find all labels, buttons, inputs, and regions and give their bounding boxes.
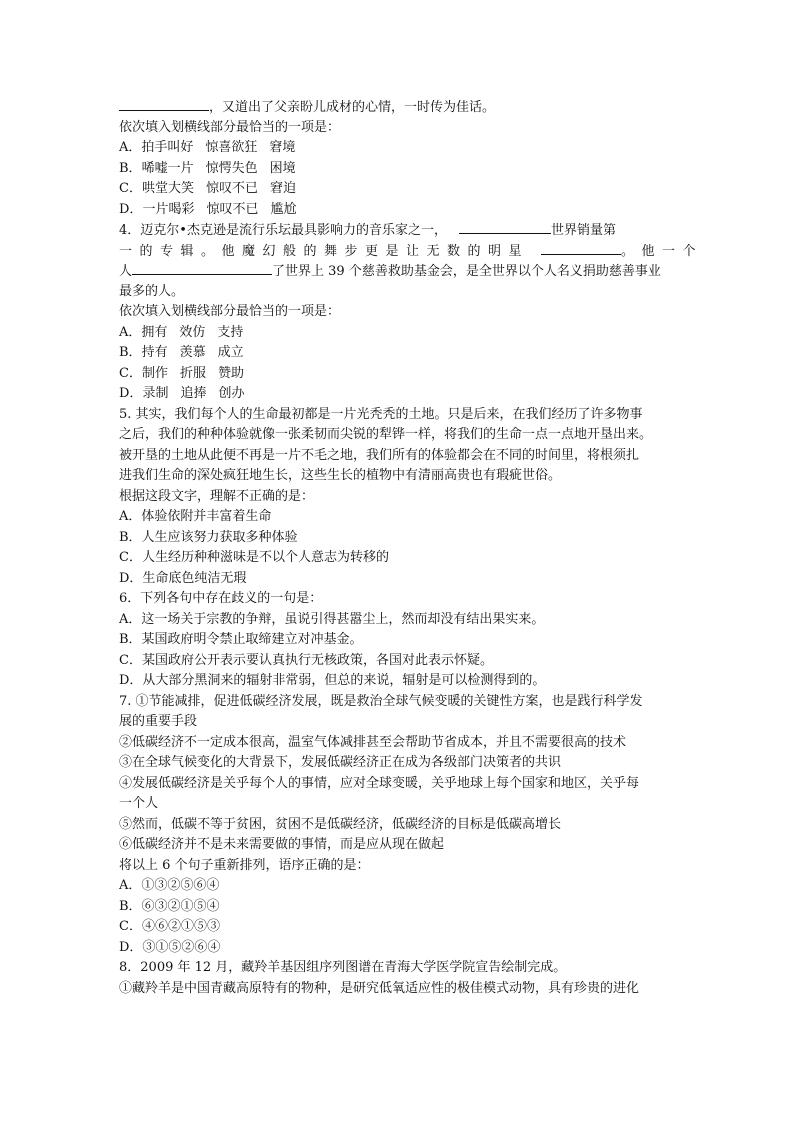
exam-text xyxy=(119,97,704,999)
fill-blank xyxy=(119,97,209,111)
q4-option-d: D．录制 追捧 创办 xyxy=(119,386,245,401)
q7-sentence-line: ⑤然而，低碳不等于贫困，贫困不是低碳经济，低碳经济的目标是低碳高增长 xyxy=(119,816,562,832)
q5-passage-line: 进我们生命的深处疯狂地生长，这些生长的植物中有清丽高贵也有瑕疵世俗。 xyxy=(119,468,562,483)
q7-sentence-line: 7. ①节能减排，促进低碳经济发展，既是救治全球气候变暖的关键性方案，也是践行科学发 xyxy=(119,693,643,709)
q7-sentence-line: ②低碳经济不一定成本很高，温室气体减排甚至会帮助节省成本，并且不需要很高的技术 xyxy=(119,734,627,750)
q6-stem: 6．下列各句中存在歧义的一句是： xyxy=(119,591,323,606)
q8-stem: 8．2009 年 12 月，藏羚羊基因组序列图谱在青海大学医学院宣告绘制完成。 xyxy=(119,960,567,975)
q4-stem-line1: 4．迈克尔•杰克逊是流行乐坛最具影响力的音乐家之一， 世界销量第 xyxy=(119,220,684,241)
q7-sentence-line: ⑥低碳经济并不是未来需要做的事情，而是应从现在做起 xyxy=(119,837,445,852)
q5-passage-line: 5. 其实，我们每个人的生命最初都是一片光秃秃的土地。只是后来，在我们经历了许多物事 xyxy=(119,406,643,422)
q6-option-d: D．从大部分黑洞来的辐射非常弱，但总的来说，辐射是可以检测得到的。 xyxy=(119,673,546,688)
q3-option-b: B．唏嘘一片 惊愕失色 困境 xyxy=(119,160,296,176)
q4-option-c: C．制作 折服 赞助 xyxy=(119,365,244,381)
q7-sentence-line: 一个人 xyxy=(119,796,159,811)
fill-blank xyxy=(541,241,621,255)
q7-option-c: C．④⑥②①⑤③ xyxy=(119,919,220,934)
q7-option-b: B．⑥③②①⑤④ xyxy=(119,898,220,914)
q4-stem-line2: 一的专辑。他魔幻般的舞步更是让无数的明星 。他一个 xyxy=(119,241,684,262)
fill-blank xyxy=(132,261,272,275)
q5-passage-line: 被开垦的土地从此便不再是一片不毛之地，我们所有的体验都会在不同的时间里，将根须扎 xyxy=(119,447,640,463)
q6-option-a: A．这一场关于宗教的争辩，虽说引得甚嚣尘上，然而却没有结出果实来。 xyxy=(119,611,545,627)
q7-option-d: D．③①⑤②⑥④ xyxy=(119,939,221,955)
q4-stem-line3: 人 了世界上 39 个慈善救助基金会，是全世界以个人名义捐助慈善事业 xyxy=(119,261,684,282)
q3-option-d: D．一片喝彩 惊叹不已 尴尬 xyxy=(119,201,297,217)
q3-instruction: 依次填入划横线部分最恰当的一项是： xyxy=(119,119,341,135)
q5-option-a: A．体验依附并丰富着生命 xyxy=(119,509,272,524)
fill-blank xyxy=(459,220,551,234)
q4-option-b: B．持有 羡慕 成立 xyxy=(119,345,244,360)
q4-stem-line4: 最多的人。 xyxy=(119,283,185,299)
q6-option-c: C．某国政府公开表示要认真执行无核政策，各国对此表示怀疑。 xyxy=(119,652,493,668)
q5-option-c: C．人生经历种种滋味是不以个人意志为转移的 xyxy=(119,550,389,565)
q7-instruction: 将以上 6 个句子重新排列，语序正确的是： xyxy=(119,857,370,873)
q7-sentence-line: ④发展低碳经济是关乎每个人的事情，应对全球变暖，关乎地球上每个国家和地区，关乎每 xyxy=(119,775,640,791)
q3-option-c: C．哄堂大笑 惊叹不已 窘迫 xyxy=(119,181,296,196)
q4-option-a: A．拥有 效仿 支持 xyxy=(119,324,244,340)
q3-continuation: ，又道出了父亲盼儿成材的心情，一时传为佳话。 xyxy=(119,97,684,118)
q7-sentence-line: 展的重要手段 xyxy=(119,714,198,729)
q5-passage-line: 之后，我们的种种体验就像一张柔韧而尖锐的犁铧一样，将我们的生命一点一点地开垦出来。 xyxy=(119,427,653,442)
q5-option-d: D．生命底色纯洁无瑕 xyxy=(119,570,247,586)
q4-instruction: 依次填入划横线部分最恰当的一项是： xyxy=(119,304,341,319)
q7-sentence-line: ③在全球气候变化的大背景下，发展低碳经济正在成为各级部门决策者的共识 xyxy=(119,755,562,770)
q5-instruction: 根据这段文字，理解不正确的是： xyxy=(119,488,315,504)
q6-option-b: B．某国政府明令禁止取缔建立对冲基金。 xyxy=(119,632,363,647)
q8-sentence-line: ①藏羚羊是中国青藏高原特有的物种，是研究低氧适应性的极佳模式动物，具有珍贵的进化 xyxy=(119,980,640,996)
q5-option-b: B．人生应该努力获取多种体验 xyxy=(119,529,298,545)
q3-option-a: A．拍手叫好 惊喜欲狂 窘境 xyxy=(119,140,296,155)
q7-option-a: A．①③②⑤⑥④ xyxy=(119,878,220,893)
